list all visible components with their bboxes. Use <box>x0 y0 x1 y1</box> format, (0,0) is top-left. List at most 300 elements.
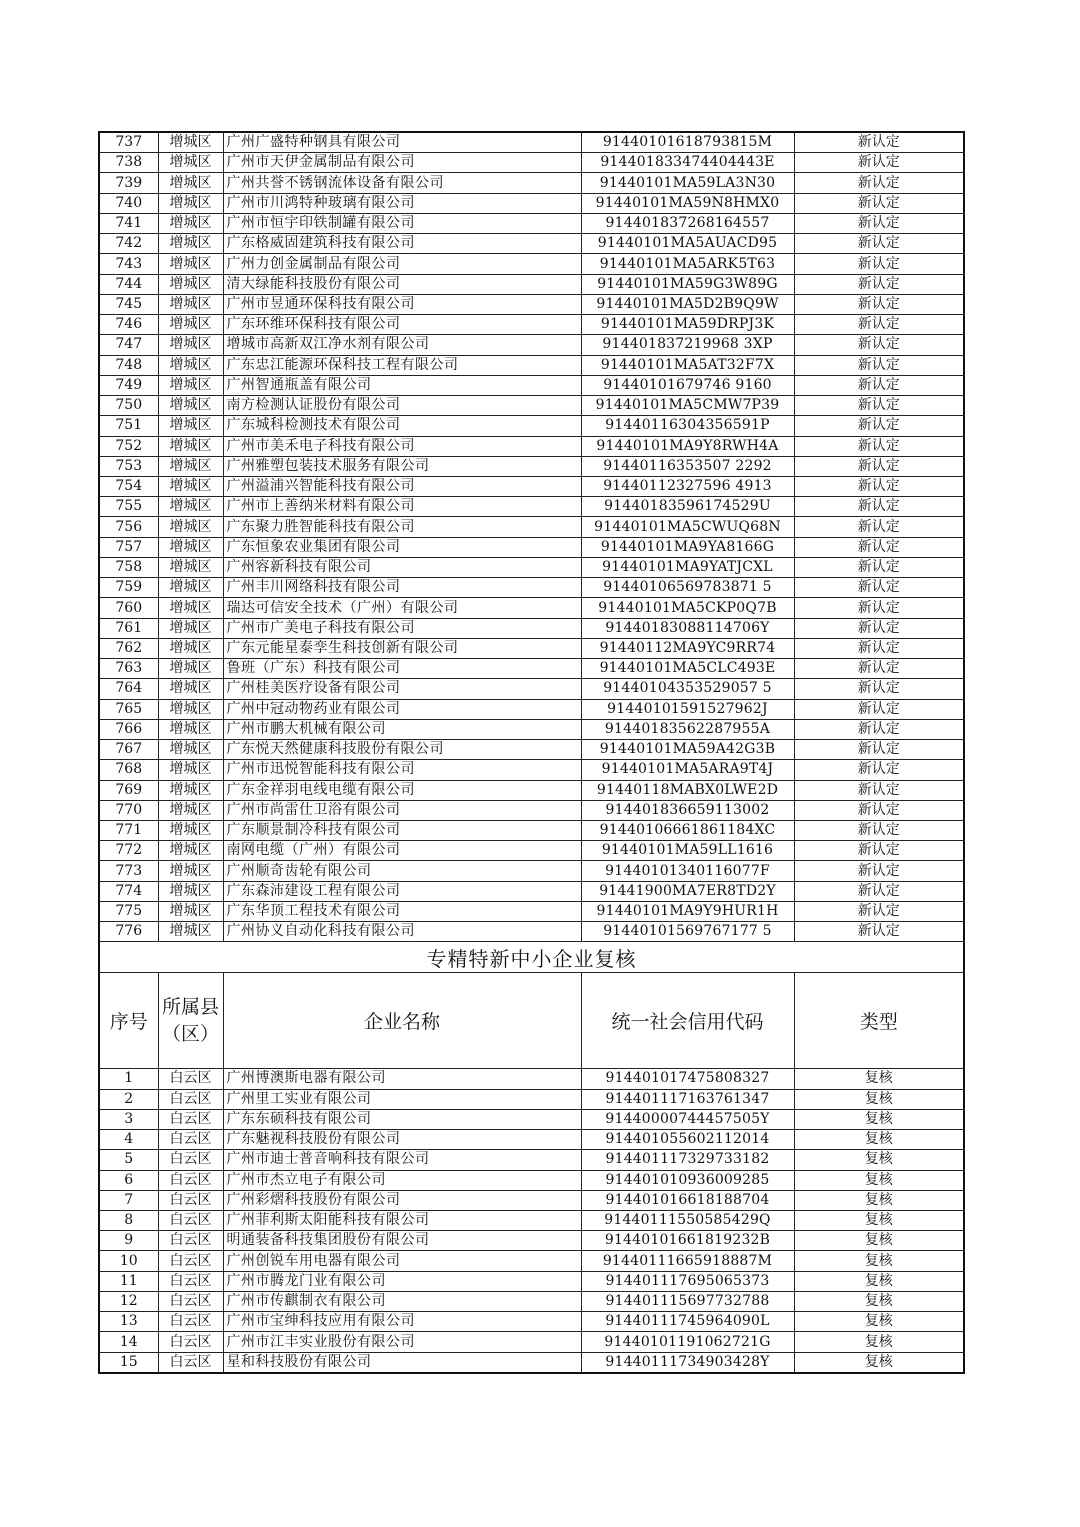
row-credit-code: 91440101MA5CLC493E <box>581 659 794 679</box>
table-row <box>99 618 964 638</box>
row-company-name: 广州市传麒制衣有限公司 <box>223 1291 581 1311</box>
row-type: 新认定 <box>794 254 964 274</box>
row-number: 743 <box>99 254 158 274</box>
row-type: 新认定 <box>794 294 964 314</box>
row-number: 11 <box>99 1271 158 1291</box>
row-type: 新认定 <box>794 193 964 213</box>
row-district: 白云区 <box>158 1211 223 1231</box>
table-row <box>99 659 964 679</box>
table-row <box>99 416 964 436</box>
table-row <box>99 294 964 314</box>
row-district: 增城区 <box>158 294 223 314</box>
row-number: 751 <box>99 416 158 436</box>
table-row <box>99 1352 964 1373</box>
row-district: 白云区 <box>158 1332 223 1352</box>
row-company-name: 广州市恒宇印铁制罐有限公司 <box>223 213 581 233</box>
row-district: 增城区 <box>158 173 223 193</box>
row-type: 新认定 <box>794 699 964 719</box>
row-type: 新认定 <box>794 638 964 658</box>
table-row <box>99 719 964 739</box>
table-row <box>99 578 964 598</box>
row-number: 762 <box>99 638 158 658</box>
row-type: 新认定 <box>794 659 964 679</box>
table-row <box>99 1271 964 1291</box>
row-type: 复核 <box>794 1271 964 1291</box>
row-district: 增城区 <box>158 800 223 820</box>
row-district: 增城区 <box>158 760 223 780</box>
row-type: 新认定 <box>794 881 964 901</box>
row-company-name: 广州市尚雷仕卫浴有限公司 <box>223 800 581 820</box>
row-district: 增城区 <box>158 719 223 739</box>
row-company-name: 广州溢浦兴智能科技有限公司 <box>223 476 581 496</box>
row-type: 新认定 <box>794 719 964 739</box>
row-number: 741 <box>99 213 158 233</box>
row-type: 新认定 <box>794 476 964 496</box>
table-row <box>99 193 964 213</box>
row-company-name: 广州市宝绅科技应用有限公司 <box>223 1312 581 1332</box>
row-type: 新认定 <box>794 557 964 577</box>
row-type: 新认定 <box>794 355 964 375</box>
new-certified-rows <box>99 132 964 942</box>
row-number: 5 <box>99 1150 158 1170</box>
table-row <box>99 234 964 254</box>
row-company-name: 南方检测认证股份有限公司 <box>223 396 581 416</box>
row-credit-code: 91440101MA5CKP0Q7B <box>581 598 794 618</box>
row-credit-code: 914401837219968 3XP <box>581 335 794 355</box>
table-row <box>99 780 964 800</box>
table-row <box>99 1251 964 1271</box>
row-number: 738 <box>99 153 158 173</box>
row-credit-code: 91440101MA59A42G3B <box>581 740 794 760</box>
row-number: 775 <box>99 901 158 921</box>
row-number: 752 <box>99 436 158 456</box>
row-district: 增城区 <box>158 557 223 577</box>
row-district: 增城区 <box>158 254 223 274</box>
table-row <box>99 213 964 233</box>
row-company-name: 广东华顶工程技术有限公司 <box>223 901 581 921</box>
row-credit-code: 91440101MA9YA8166G <box>581 537 794 557</box>
row-type: 复核 <box>794 1251 964 1271</box>
row-district: 增城区 <box>158 456 223 476</box>
row-type: 复核 <box>794 1069 964 1089</box>
row-district: 白云区 <box>158 1069 223 1089</box>
row-credit-code: 91440111550585429Q <box>581 1211 794 1231</box>
row-district: 白云区 <box>158 1251 223 1271</box>
row-company-name: 广州容新科技有限公司 <box>223 557 581 577</box>
table-row <box>99 820 964 840</box>
row-type: 复核 <box>794 1291 964 1311</box>
row-type: 新认定 <box>794 598 964 618</box>
row-company-name: 广州中冠动物药业有限公司 <box>223 699 581 719</box>
row-district: 增城区 <box>158 416 223 436</box>
table-row <box>99 1170 964 1190</box>
row-credit-code: 91440101MA5CMW7P39 <box>581 396 794 416</box>
table-row <box>99 173 964 193</box>
row-company-name: 广州顺奇齿轮有限公司 <box>223 861 581 881</box>
row-type: 复核 <box>794 1211 964 1231</box>
row-company-name: 南网电缆（广州）有限公司 <box>223 841 581 861</box>
row-credit-code: 914401117163761347 <box>581 1089 794 1109</box>
row-credit-code: 914401016618188704 <box>581 1190 794 1210</box>
row-number: 774 <box>99 881 158 901</box>
row-district: 增城区 <box>158 396 223 416</box>
row-number: 749 <box>99 375 158 395</box>
row-company-name: 广州里工实业有限公司 <box>223 1089 581 1109</box>
header-code: 统一社会信用代码 <box>581 973 794 1069</box>
row-type: 复核 <box>794 1352 964 1373</box>
row-credit-code: 914401833474404443E <box>581 153 794 173</box>
row-number: 745 <box>99 294 158 314</box>
row-district: 白云区 <box>158 1150 223 1170</box>
table-row <box>99 901 964 921</box>
table-row <box>99 436 964 456</box>
row-type: 复核 <box>794 1312 964 1332</box>
row-credit-code: 91440183596174529U <box>581 497 794 517</box>
table-row <box>99 1069 964 1089</box>
row-type: 新认定 <box>794 901 964 921</box>
row-type: 复核 <box>794 1150 964 1170</box>
row-number: 773 <box>99 861 158 881</box>
row-company-name: 广州市美禾电子科技有限公司 <box>223 436 581 456</box>
table-row <box>99 1130 964 1150</box>
row-district: 增城区 <box>158 375 223 395</box>
row-number: 750 <box>99 396 158 416</box>
header-name: 企业名称 <box>223 973 581 1069</box>
row-number: 761 <box>99 618 158 638</box>
table-row <box>99 800 964 820</box>
row-company-name: 广州菲利斯太阳能科技有限公司 <box>223 1211 581 1231</box>
row-type: 新认定 <box>794 517 964 537</box>
row-company-name: 广东魅视科技股份有限公司 <box>223 1130 581 1150</box>
row-district: 增城区 <box>158 659 223 679</box>
row-number: 740 <box>99 193 158 213</box>
row-credit-code: 91440106569783871 5 <box>581 578 794 598</box>
row-number: 13 <box>99 1312 158 1332</box>
row-district: 白云区 <box>158 1130 223 1150</box>
row-district: 增城区 <box>158 132 223 153</box>
row-district: 白云区 <box>158 1271 223 1291</box>
row-company-name: 明通装备科技集团股份有限公司 <box>223 1231 581 1251</box>
table-row <box>99 557 964 577</box>
table-row <box>99 497 964 517</box>
row-number: 770 <box>99 800 158 820</box>
table-row <box>99 861 964 881</box>
row-credit-code: 91440101MA9YATJCXL <box>581 557 794 577</box>
row-credit-code: 91440101MA5ARA9T4J <box>581 760 794 780</box>
row-credit-code: 91440101MA5CWUQ68N <box>581 517 794 537</box>
table-row <box>99 456 964 476</box>
table-row <box>99 841 964 861</box>
row-type: 新认定 <box>794 537 964 557</box>
row-number: 763 <box>99 659 158 679</box>
row-credit-code: 91440101569767177 5 <box>581 922 794 942</box>
row-number: 10 <box>99 1251 158 1271</box>
row-type: 新认定 <box>794 375 964 395</box>
row-number: 757 <box>99 537 158 557</box>
row-credit-code: 91440111745964090L <box>581 1312 794 1332</box>
review-rows <box>99 1069 964 1373</box>
row-credit-code: 91440183562287955A <box>581 719 794 739</box>
table-row <box>99 1332 964 1352</box>
row-company-name: 广东格威固建筑科技有限公司 <box>223 234 581 254</box>
row-type: 新认定 <box>794 679 964 699</box>
table-row <box>99 1291 964 1311</box>
row-district: 增城区 <box>158 861 223 881</box>
row-number: 764 <box>99 679 158 699</box>
row-credit-code: 914401017475808327 <box>581 1069 794 1089</box>
header-type: 类型 <box>794 973 964 1069</box>
row-type: 新认定 <box>794 841 964 861</box>
row-company-name: 增城市高新双江净水剂有限公司 <box>223 335 581 355</box>
row-type: 新认定 <box>794 396 964 416</box>
row-company-name: 广州博澳斯电器有限公司 <box>223 1069 581 1089</box>
section-title-row <box>99 942 964 973</box>
table-row <box>99 335 964 355</box>
row-district: 增城区 <box>158 234 223 254</box>
table-row <box>99 740 964 760</box>
row-number: 753 <box>99 456 158 476</box>
row-company-name: 广州彩熠科技股份有限公司 <box>223 1190 581 1210</box>
section-title: 专精特新中小企业复核 <box>99 942 964 973</box>
row-type: 新认定 <box>794 618 964 638</box>
row-number: 744 <box>99 274 158 294</box>
row-district: 增城区 <box>158 537 223 557</box>
row-district: 增城区 <box>158 740 223 760</box>
table-row <box>99 396 964 416</box>
row-district: 白云区 <box>158 1231 223 1251</box>
table-row <box>99 638 964 658</box>
row-number: 746 <box>99 315 158 335</box>
row-company-name: 广州市昱通环保科技有限公司 <box>223 294 581 314</box>
row-type: 复核 <box>794 1109 964 1129</box>
row-credit-code: 91440111734903428Y <box>581 1352 794 1373</box>
row-company-name: 广东城科检测技术有限公司 <box>223 416 581 436</box>
row-type: 新认定 <box>794 315 964 335</box>
table-row <box>99 375 964 395</box>
row-type: 复核 <box>794 1332 964 1352</box>
row-credit-code: 91440101MA5D2B9Q9W <box>581 294 794 314</box>
row-number: 772 <box>99 841 158 861</box>
row-district: 增城区 <box>158 578 223 598</box>
row-company-name: 广东恒象农业集团有限公司 <box>223 537 581 557</box>
row-credit-code: 91440101191062721G <box>581 1332 794 1352</box>
table-row <box>99 537 964 557</box>
table-row <box>99 881 964 901</box>
row-district: 增城区 <box>158 436 223 456</box>
table-row <box>99 1109 964 1129</box>
table-row <box>99 760 964 780</box>
row-credit-code: 914401837268164557 <box>581 213 794 233</box>
row-type: 新认定 <box>794 436 964 456</box>
row-type: 新认定 <box>794 760 964 780</box>
row-district: 白云区 <box>158 1170 223 1190</box>
row-number: 4 <box>99 1130 158 1150</box>
row-type: 新认定 <box>794 335 964 355</box>
row-district: 增城区 <box>158 780 223 800</box>
row-company-name: 清大绿能科技股份有限公司 <box>223 274 581 294</box>
row-number: 760 <box>99 598 158 618</box>
row-number: 748 <box>99 355 158 375</box>
table-row <box>99 132 964 153</box>
row-type: 新认定 <box>794 132 964 153</box>
row-credit-code: 91440183088114706Y <box>581 618 794 638</box>
row-company-name: 广州市江丰实业股份有限公司 <box>223 1332 581 1352</box>
row-number: 769 <box>99 780 158 800</box>
table-row <box>99 153 964 173</box>
row-number: 756 <box>99 517 158 537</box>
row-company-name: 广州力创金属制品有限公司 <box>223 254 581 274</box>
row-type: 新认定 <box>794 861 964 881</box>
row-number: 2 <box>99 1089 158 1109</box>
table-row <box>99 1089 964 1109</box>
row-company-name: 星和科技股份有限公司 <box>223 1352 581 1373</box>
row-type: 复核 <box>794 1190 964 1210</box>
row-district: 增城区 <box>158 335 223 355</box>
row-number: 771 <box>99 820 158 840</box>
row-district: 增城区 <box>158 315 223 335</box>
row-credit-code: 914401010936009285 <box>581 1170 794 1190</box>
row-company-name: 瑞达可信安全技术（广州）有限公司 <box>223 598 581 618</box>
row-district: 增城区 <box>158 679 223 699</box>
row-number: 759 <box>99 578 158 598</box>
row-district: 增城区 <box>158 517 223 537</box>
row-company-name: 广州雅塑包装技术服务有限公司 <box>223 456 581 476</box>
row-company-name: 广州市迪士普音响科技有限公司 <box>223 1150 581 1170</box>
row-district: 白云区 <box>158 1291 223 1311</box>
row-credit-code: 91440101661819232B <box>581 1231 794 1251</box>
row-district: 增城区 <box>158 841 223 861</box>
row-district: 白云区 <box>158 1190 223 1210</box>
row-district: 增城区 <box>158 213 223 233</box>
row-credit-code: 91440116353507 2292 <box>581 456 794 476</box>
row-number: 6 <box>99 1170 158 1190</box>
row-company-name: 广东环维环保科技有限公司 <box>223 315 581 335</box>
row-type: 复核 <box>794 1089 964 1109</box>
row-credit-code: 91440101MA59G3W89G <box>581 274 794 294</box>
row-credit-code: 914401836659113002 <box>581 800 794 820</box>
row-credit-code: 91440101679746 9160 <box>581 375 794 395</box>
row-number: 755 <box>99 497 158 517</box>
enterprise-list-sheet <box>98 131 963 1374</box>
row-number: 767 <box>99 740 158 760</box>
row-district: 增城区 <box>158 274 223 294</box>
row-type: 新认定 <box>794 234 964 254</box>
row-type: 新认定 <box>794 274 964 294</box>
row-company-name: 广州市腾龙门业有限公司 <box>223 1271 581 1291</box>
table-row <box>99 517 964 537</box>
row-credit-code: 91440112327596 4913 <box>581 476 794 496</box>
row-district: 增城区 <box>158 881 223 901</box>
row-type: 新认定 <box>794 173 964 193</box>
row-credit-code: 91440101MA59DRPJ3K <box>581 315 794 335</box>
row-district: 增城区 <box>158 922 223 942</box>
row-district: 增城区 <box>158 699 223 719</box>
row-credit-code: 91440101340116077F <box>581 861 794 881</box>
table-row <box>99 355 964 375</box>
row-credit-code: 91440000744457505Y <box>581 1109 794 1129</box>
row-type: 新认定 <box>794 416 964 436</box>
row-number: 3 <box>99 1109 158 1129</box>
row-number: 737 <box>99 132 158 153</box>
row-company-name: 广州协义自动化科技有限公司 <box>223 922 581 942</box>
row-type: 复核 <box>794 1170 964 1190</box>
row-number: 15 <box>99 1352 158 1373</box>
table-row <box>99 1231 964 1251</box>
row-type: 新认定 <box>794 740 964 760</box>
table-row <box>99 1312 964 1332</box>
row-credit-code: 91440101MA5AUACD95 <box>581 234 794 254</box>
row-company-name: 广州丰川网络科技有限公司 <box>223 578 581 598</box>
row-type: 新认定 <box>794 800 964 820</box>
row-company-name: 广东森沛建设工程有限公司 <box>223 881 581 901</box>
row-type: 新认定 <box>794 497 964 517</box>
table-row <box>99 598 964 618</box>
row-company-name: 广东聚力胜智能科技有限公司 <box>223 517 581 537</box>
row-credit-code: 91440101MA5AT32F7X <box>581 355 794 375</box>
row-type: 复核 <box>794 1130 964 1150</box>
row-type: 新认定 <box>794 922 964 942</box>
row-credit-code: 91440112MA9YC9RR74 <box>581 638 794 658</box>
row-credit-code: 91440118MABX0LWE2D <box>581 780 794 800</box>
row-company-name: 广州智通瓶盖有限公司 <box>223 375 581 395</box>
table-row <box>99 1211 964 1231</box>
row-company-name: 广州共誉不锈钢流体设备有限公司 <box>223 173 581 193</box>
row-company-name: 广州广盛特种钢具有限公司 <box>223 132 581 153</box>
row-company-name: 广东悦天然健康科技股份有限公司 <box>223 740 581 760</box>
row-credit-code: 91440101MA9Y8RWH4A <box>581 436 794 456</box>
row-company-name: 广东元能星泰孪生科技创新有限公司 <box>223 638 581 658</box>
row-credit-code: 914401055602112014 <box>581 1130 794 1150</box>
row-company-name: 广州市杰立电子有限公司 <box>223 1170 581 1190</box>
row-credit-code: 914401115697732788 <box>581 1291 794 1311</box>
row-company-name: 广州市广美电子科技有限公司 <box>223 618 581 638</box>
row-number: 8 <box>99 1211 158 1231</box>
table-row <box>99 254 964 274</box>
table-row <box>99 476 964 496</box>
row-district: 增城区 <box>158 901 223 921</box>
row-district: 增城区 <box>158 638 223 658</box>
row-district: 增城区 <box>158 355 223 375</box>
row-type: 新认定 <box>794 456 964 476</box>
row-district: 增城区 <box>158 598 223 618</box>
row-credit-code: 91440106661861184XC <box>581 820 794 840</box>
table-row <box>99 1190 964 1210</box>
row-credit-code: 91440104353529057 5 <box>581 679 794 699</box>
row-type: 新认定 <box>794 213 964 233</box>
row-number: 765 <box>99 699 158 719</box>
row-credit-code: 91440101MA9Y9HUR1H <box>581 901 794 921</box>
table-row <box>99 679 964 699</box>
row-company-name: 广东金祥羽电线电缆有限公司 <box>223 780 581 800</box>
row-credit-code: 91441900MA7ER8TD2Y <box>581 881 794 901</box>
header-row <box>99 973 964 1069</box>
row-credit-code: 91440101MA5ARK5T63 <box>581 254 794 274</box>
row-type: 新认定 <box>794 780 964 800</box>
row-credit-code: 914401117329733182 <box>581 1150 794 1170</box>
row-number: 739 <box>99 173 158 193</box>
row-number: 1 <box>99 1069 158 1089</box>
row-type: 新认定 <box>794 153 964 173</box>
table-row <box>99 699 964 719</box>
row-district: 增城区 <box>158 153 223 173</box>
row-type: 新认定 <box>794 820 964 840</box>
row-company-name: 广州创锐车用电器有限公司 <box>223 1251 581 1271</box>
enterprise-table <box>98 131 965 1374</box>
row-credit-code: 91440101618793815M <box>581 132 794 153</box>
row-district: 增城区 <box>158 193 223 213</box>
row-company-name: 广州市鹏大机械有限公司 <box>223 719 581 739</box>
row-company-name: 广州市上善纳米材料有限公司 <box>223 497 581 517</box>
